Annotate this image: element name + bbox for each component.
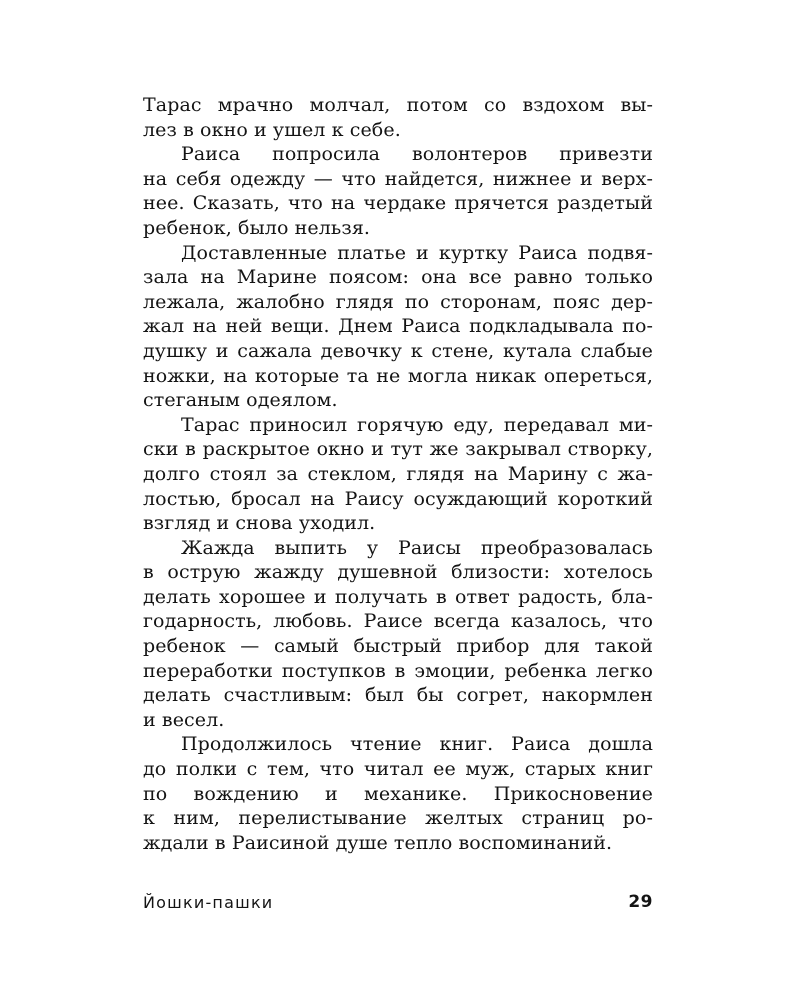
text-line: к ним, перелистывание желтых страниц ро- (143, 807, 653, 830)
text-line: в острую жажду душевной близости: хотелось (143, 561, 653, 584)
text-line: переработки поступков в эмоции, ребенка легко (143, 659, 653, 682)
text-line: по вождению и механике. Прикосновение (143, 782, 653, 805)
text-line: Жажда выпить у Раисы преобразовалась (181, 536, 653, 559)
text-line: и весел. (143, 708, 225, 731)
page-footer (143, 893, 653, 917)
text-line: Раиса попросила волонтеров привезти (181, 143, 653, 166)
text-line: нее. Сказать, что на чердаке прячется раздетый (143, 192, 653, 215)
text-line: Тарас мрачно молчал, потом со вздохом вы- (143, 94, 653, 116)
text-line: годарность, любовь. Раисе всегда казалось, что (143, 610, 653, 633)
text-line: Продолжилось чтение книг. Раиса дошла (181, 733, 653, 756)
text-line: лежала, жалобно глядя по сторонам, пояс дер- (143, 290, 653, 313)
text-line: лостью, бросал на Раису осуждающий короткий (143, 487, 653, 510)
text-line: долго стоял за стеклом, глядя на Марину с жа- (143, 462, 653, 485)
text-line: душку и сажала девочку к стене, кутала слабые (143, 339, 653, 362)
text-line: ребенок — самый быстрый прибор для такой (143, 635, 653, 658)
text-line: стеганым одеялом. (143, 389, 338, 412)
text-line: делать хорошее и получать в ответ радость, бла- (143, 585, 653, 608)
text-line: Тарас приносил горячую еду, передавал ми- (181, 413, 653, 436)
text-line: на себя одежду — что найдется, нижнее и верх- (143, 167, 653, 190)
text-line: до полки с тем, что читал ее муж, старых книг (143, 758, 653, 781)
text-line: лез в окно и ушел к себе. (143, 118, 401, 141)
text-line: Доставленные платье и куртку Раиса подвя- (181, 241, 653, 264)
text-line: жал на ней вещи. Днем Раиса подкладывала по- (143, 315, 653, 338)
text-line: зала на Марине поясом: она все равно только (143, 266, 653, 289)
running-title: Йошки-пашки (143, 893, 274, 912)
text-line: ножки, на которые та не могла никак опереться, (143, 364, 653, 387)
text-line: взгляд и снова уходил. (143, 512, 376, 535)
page-number: 29 (628, 892, 653, 912)
text-line: делать счастливым: был бы согрет, накормлен (143, 684, 653, 707)
text-line: ребенок, было нельзя. (143, 216, 371, 239)
text-line: ждали в Раисиной душе тепло воспоминаний. (143, 831, 613, 854)
text-line: ски в раскрытое окно и тут же закрывал створку, (143, 438, 653, 461)
body-text (143, 93, 653, 855)
